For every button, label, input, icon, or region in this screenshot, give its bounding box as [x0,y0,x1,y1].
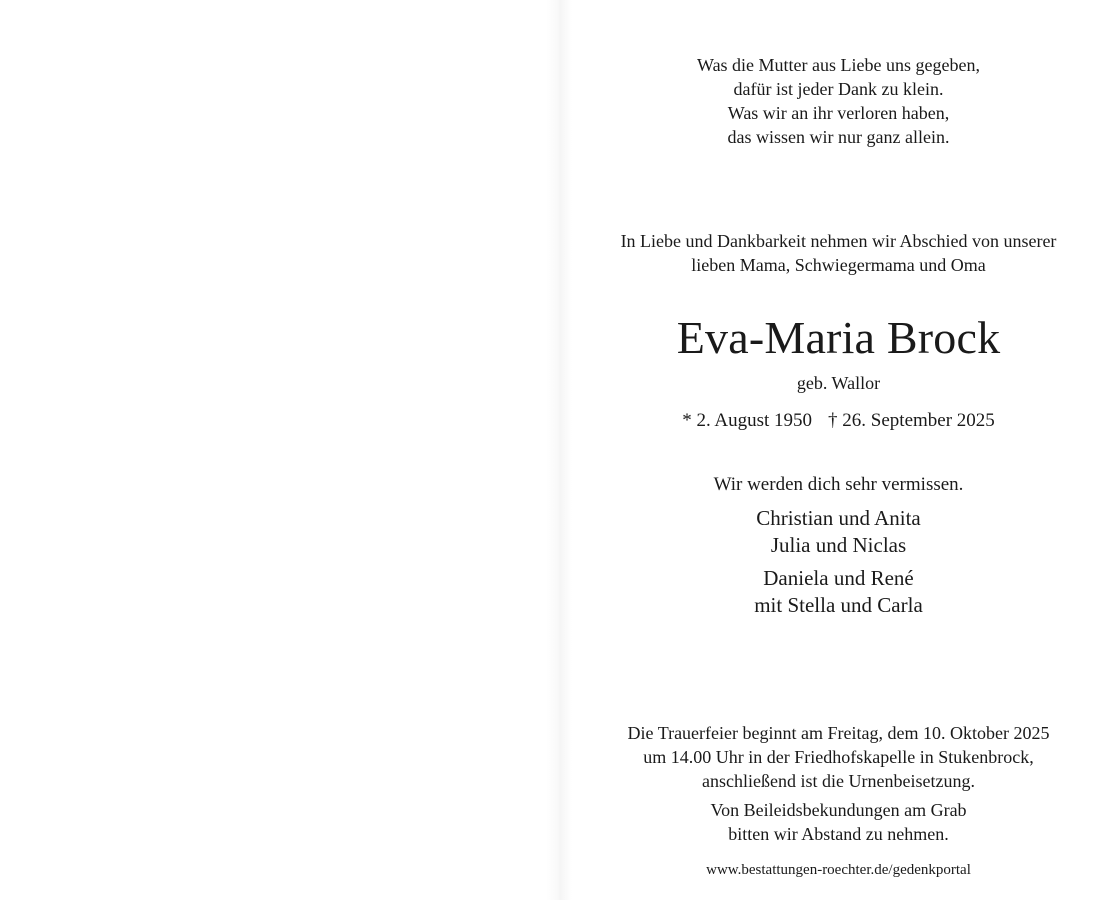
condolence-line: bitten wir Abstand zu nehmen. [728,824,949,844]
family-line: Christian und Anita [756,506,921,530]
closing-line: Wir werden dich sehr vermissen. [713,474,964,495]
ceremony-line: Die Trauerfeier beginnt am Freitag, dem 10. Oktober 2025 [627,723,1050,743]
family-line: Julia und Niclas [770,533,907,557]
deceased-name: Eva-Maria Brock [676,312,1001,363]
poem [559,53,1118,149]
farewell-intro [559,229,1118,277]
poem-line: das wissen wir nur ganz allein. [727,127,950,147]
ceremony-line: anschließend ist die Urnenbeisetzung. [702,771,975,791]
memorial-website: www.bestattungen-roechter.de/gedenkportal [706,862,971,878]
intro-line: lieben Mama, Schwiegermama und Oma [691,255,986,275]
condolence-line: Von Beileidsbekundungen am Grab [710,800,967,820]
family-line: mit Stella und Carla [754,593,923,617]
ceremony-info [559,721,1118,793]
death-date: † 26. September 2025 [828,410,995,431]
card-right-panel [559,0,1118,900]
family-group [559,565,1118,619]
poem-line: dafür ist jeder Dank zu klein. [733,79,944,99]
family-group [559,505,1118,559]
poem-line: Was wir an ihr verloren haben, [727,103,950,123]
life-dates [559,408,1118,434]
poem-line: Was die Mutter aus Liebe uns gegeben, [697,55,980,75]
maiden-name: geb. Wallor [796,373,881,393]
condolence-note [559,798,1118,846]
birth-date: * 2. August 1950 [682,410,813,431]
family-line: Daniela und René [763,566,914,590]
family-signatures [559,505,1118,619]
intro-line: In Liebe und Dankbarkeit nehmen wir Abschied von unserer [620,231,1057,251]
ceremony-line: um 14.00 Uhr in der Friedhofskapelle in Stukenbrock, [643,747,1034,767]
